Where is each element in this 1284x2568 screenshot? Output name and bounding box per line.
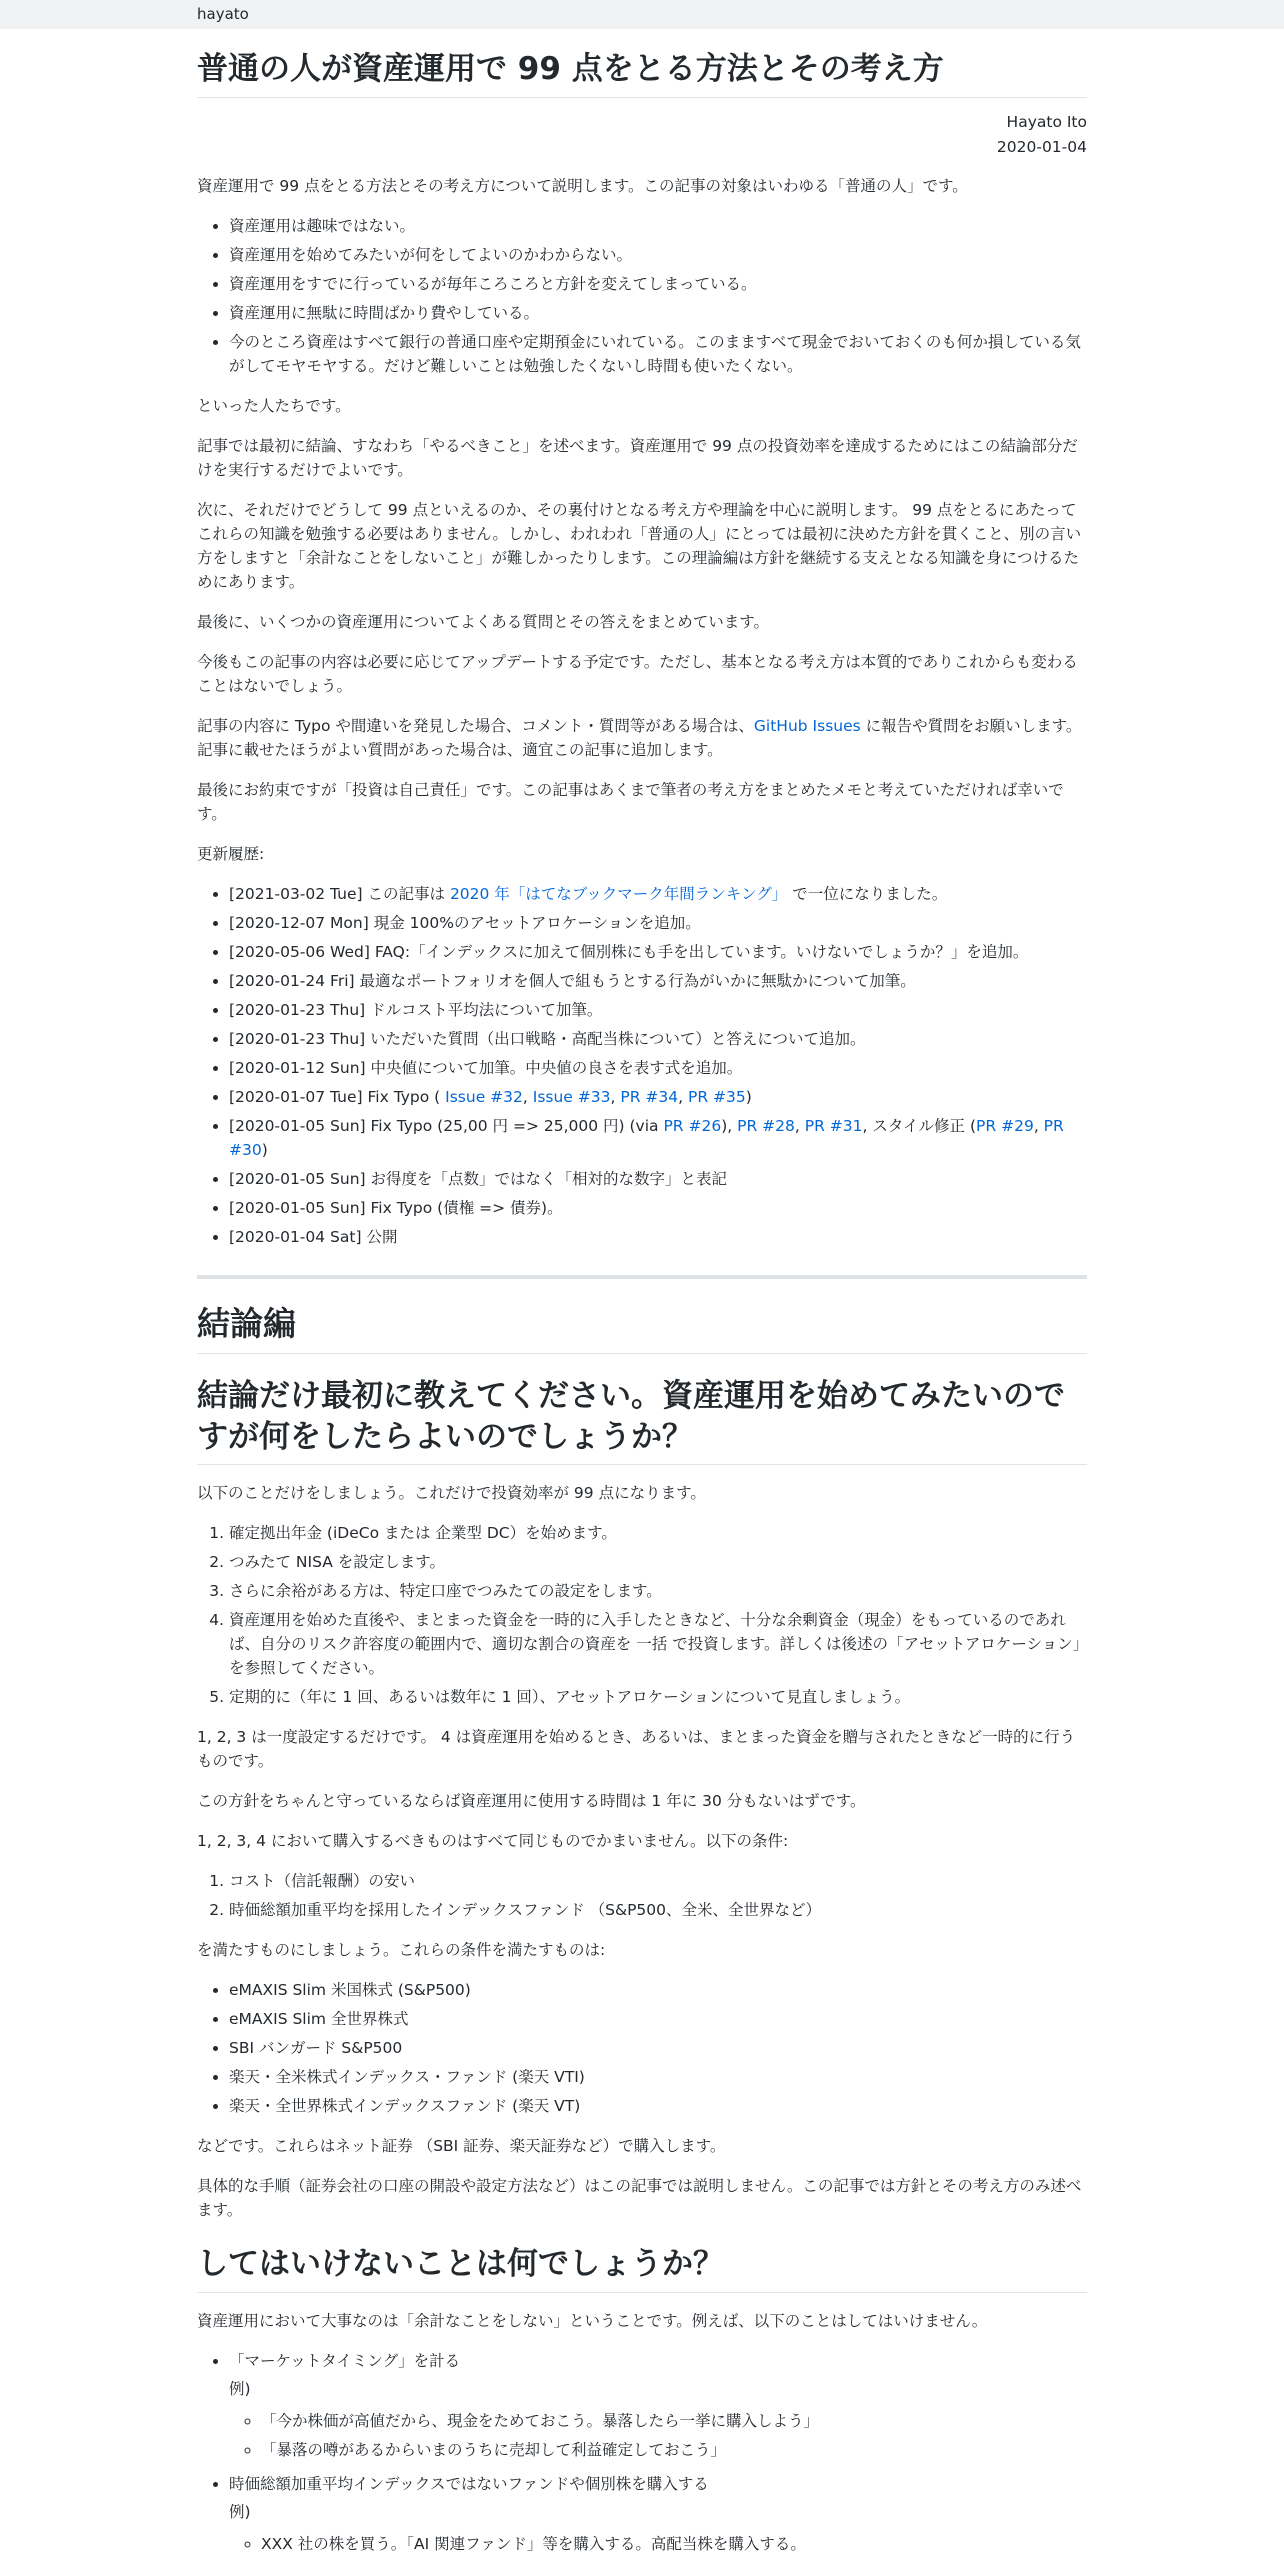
section-heading-q2: してはいけないことは何でしょうか？ bbox=[197, 2244, 1087, 2292]
update-history-list bbox=[197, 882, 1087, 1249]
site-name-link[interactable]: hayato bbox=[197, 5, 249, 23]
intro-paragraph: 資産運用で 99 点をとる方法とその考え方について説明します。この記事の対象はいわゆる「普通の人」です。 bbox=[197, 176, 968, 195]
paragraph: 1, 2, 3, 4 において購入するべきものはすべて同じものでかまいません。以下の条件: bbox=[197, 1832, 789, 1851]
list-item-label: 「マーケットタイミング」を計る bbox=[229, 2351, 461, 2370]
pr-26-link[interactable]: PR #26 bbox=[663, 1117, 722, 1136]
page-title: 普通の人が資産運用で 99 点をとる方法とその考え方 bbox=[197, 49, 1087, 98]
paragraph: 今後もこの記事の内容は必要に応じてアップデートする予定です。ただし、基本となる考え方は本質的でありこれからも変わることはないでしょう。 bbox=[197, 653, 1078, 696]
pr-34-link[interactable]: PR #34 bbox=[620, 1088, 679, 1107]
history-item bbox=[229, 882, 1087, 906]
paragraph: 次に、それだけでどうして 99 点といえるのか、その裏付けとなる考え方や理論を中心に説明します。 99 点をとるにあたってこれらの知識を勉強する必要はありません。しかし、われわれ「普通の人」にとっては最初に決めた方針を貫くこと、別の言い方をしますと「余計なことをしないこと」が難しかったりします。この理論編は方針を継続する支えとなる知識を身につけるためにあります。 bbox=[197, 501, 1082, 592]
section-heading-q1: 結論だけ最初に教えてください。資産運用を始めてみたいのですが何をしたらよいのでしょうか？ bbox=[197, 1376, 1087, 1465]
history-item: • [2020-01-24 Fri] 最適なポートフォリオを個人で組もうとする行為がいかに無駄かについて加筆。 bbox=[229, 969, 1087, 993]
list-item: • 資産運用をすでに行っているが毎年ころころと方針を変えてしまっている。 bbox=[229, 272, 1087, 296]
list-item: 5. 定期的に（年に 1 回、あるいは数年に 1 回）、アセットアロケーションについて見直しましょう。 bbox=[229, 1685, 1087, 1709]
history-item: • [2020-01-05 Sun] お得度を「点数」ではなく「相対的な数字」と表記 bbox=[229, 1167, 1087, 1191]
text: [2020-01-07 Tue] Fix Typo ( bbox=[229, 1088, 446, 1107]
history-item: • [2020-01-23 Thu] いただいた質問（出口戦略・高配当株について）と答えについて追加。 bbox=[229, 1027, 1087, 1051]
article-meta bbox=[197, 110, 1087, 160]
text: ) bbox=[261, 1141, 268, 1160]
list-item: ◦ 「今か株価が高値だから、現金をためておこう。暴落したら一挙に購入しよう」 bbox=[261, 2409, 1087, 2433]
pr-31-link[interactable]: PR #31 bbox=[804, 1117, 863, 1136]
list-item: 1. コスト（信託報酬）の安い bbox=[229, 1869, 1087, 1893]
paragraph: 最後に、いくつかの資産運用についてよくある質問とその答えをまとめています。 bbox=[197, 613, 769, 632]
paragraph: などです。これらはネット証券 （SBI 証券、楽天証券など）で購入します。 bbox=[197, 2137, 726, 2156]
conditions-list bbox=[197, 1869, 1087, 1922]
pr-30-link[interactable]: PR #30 bbox=[229, 1117, 1064, 1160]
pr-29-link[interactable]: PR #29 bbox=[976, 1117, 1034, 1136]
history-item: • [2020-01-12 Sun] 中央値について加筆。中央値の良さを表す式を追加。 bbox=[229, 1056, 1087, 1080]
history-item: • [2020-01-05 Sun] Fix Typo (25,00 円 => 25,000 円) (via PR #26), PR #28, PR #31, スタイル修正 (PR #29, PR #30) bbox=[229, 1114, 1087, 1162]
list-item: 2. つみたて NISA を設定します。 bbox=[229, 1550, 1087, 1574]
list-item: ◦ XXX 社の株を買う。「AI 関連ファンド」等を購入する。高配当株を購入する。 bbox=[261, 2532, 1087, 2556]
list-item bbox=[229, 2349, 1087, 2462]
top-bar bbox=[0, 0, 1284, 29]
paragraph: 資産運用において大事なのは「余計なことをしない」ということです。例えば、以下のことはしてはいけません。 bbox=[197, 2311, 988, 2330]
github-issues-link[interactable]: GitHub Issues bbox=[753, 717, 861, 736]
part-heading-conclusion: 結論編 bbox=[197, 1275, 1087, 1354]
history-item: • [2020-01-07 Tue] Fix Typo ( Issue #32, Issue #33, PR #34, PR #35) bbox=[229, 1085, 1087, 1109]
example-label: 例) bbox=[229, 2502, 251, 2521]
list-item: • 資産運用を始めてみたいが何をしてよいのかわからない。 bbox=[229, 243, 1087, 267]
list-item-label: 時価総額加重平均インデックスではないファンドや個別株を購入する bbox=[229, 2474, 709, 2493]
history-item: • [2020-12-07 Mon] 現金 100%のアセットアロケーションを追加。 bbox=[229, 911, 1087, 935]
text: に報告や質問をお願いします。記事に載せたほうがよい質問があった場合は、適宜この記事に追加します。 bbox=[197, 717, 1082, 760]
example-list bbox=[229, 2409, 1087, 2462]
text: ) bbox=[745, 1088, 752, 1107]
list-item: • 資産運用に無駄に時間ばかり費やしている。 bbox=[229, 301, 1087, 325]
paragraph: 具体的な手順（証券会社の口座の開設や設定方法など）はこの記事では説明しません。この記事では方針とその考え方のみ述べます。 bbox=[197, 2177, 1082, 2220]
list-item: 1. 確定拠出年金 (iDeCo または 企業型 DC）を始めます。 bbox=[229, 1521, 1087, 1545]
paragraph: 以下のことだけをしましょう。これだけで投資効率が 99 点になります。 bbox=[197, 1483, 706, 1502]
text: [2021-03-02 Tue] この記事は bbox=[229, 885, 450, 904]
disclaimer-paragraph: 最後にお約束ですが「投資は自己責任」です。この記事はあくまで筆者の考え方をまとめたメモと考えていただければ幸いです。 bbox=[197, 781, 1064, 824]
article bbox=[197, 49, 1087, 2556]
history-item: • [2020-01-04 Sat] 公開 bbox=[229, 1225, 1087, 1249]
history-label: 更新履歴: bbox=[197, 845, 265, 864]
paragraph: 記事では最初に結論、すなわち「やるべきこと」を述べます。資産運用で 99 点の投資効率を達成するためにはこの結論部分だけを実行するだけでよいです。 bbox=[197, 437, 1078, 480]
list-item: • 資産運用は趣味ではない。 bbox=[229, 214, 1087, 238]
history-item: • [2020-01-05 Sun] Fix Typo (債権 => 債券)。 bbox=[229, 1196, 1087, 1220]
history-item: • [2020-01-23 Thu] ドルコスト平均法について加筆。 bbox=[229, 998, 1087, 1022]
list-item: • 楽天・全米株式インデックス・ファンド (楽天 VTI) bbox=[229, 2065, 1087, 2089]
list-item: • 楽天・全世界株式インデックスファンド (楽天 VT) bbox=[229, 2094, 1087, 2118]
paragraph: 1, 2, 3 は一度設定するだけです。 4 は資産運用を始めるとき、あるいは、まとまった資金を贈与されたときなど一時的に行うものです。 bbox=[197, 1728, 1076, 1771]
list-item: • eMAXIS Slim 米国株式 (S&P500) bbox=[229, 1978, 1087, 2002]
list-item: 2. 時価総額加重平均を採用したインデックスファンド （S&P500、全米、全世界など） bbox=[229, 1898, 1087, 1922]
list-item: • SBI バンガード S&P500 bbox=[229, 2036, 1087, 2060]
ranking-link[interactable]: 2020 年「はてなブックマーク年間ランキング」 bbox=[449, 885, 788, 904]
steps-list bbox=[197, 1521, 1087, 1709]
funds-list bbox=[197, 1978, 1087, 2118]
text: , スタイル修正 ( bbox=[862, 1117, 977, 1136]
pr-28-link[interactable]: PR #28 bbox=[737, 1117, 795, 1136]
text: [2020-01-05 Sun] Fix Typo (25,00 円 => 25,000 円) (via bbox=[229, 1117, 664, 1136]
issue-32-link[interactable]: Issue #32 bbox=[445, 1088, 523, 1107]
text: で一位になりました。 bbox=[787, 885, 948, 904]
paragraph: を満たすものにしましょう。これらの条件を満たすものは: bbox=[197, 1941, 606, 1960]
history-item: • [2020-05-06 Wed] FAQ:「インデックスに加えて個別株にも手を出しています。いけないでしょうか？」を追加。 bbox=[229, 940, 1087, 964]
paragraph: といった人たちです。 bbox=[197, 397, 351, 415]
author: Hayato Ito bbox=[1006, 113, 1087, 132]
list-item bbox=[229, 2472, 1087, 2556]
list-item: • eMAXIS Slim 全世界株式 bbox=[229, 2007, 1087, 2031]
donts-list bbox=[197, 2349, 1087, 2556]
pr-35-link[interactable]: PR #35 bbox=[687, 1088, 746, 1107]
text: 記事の内容に Typo や間違いを発見した場合、コメント・質問等がある場合は、 bbox=[197, 717, 754, 736]
target-audience-list bbox=[197, 214, 1087, 378]
list-item: 3. さらに余裕がある方は、特定口座でつみたての設定をします。 bbox=[229, 1579, 1087, 1603]
example-list bbox=[229, 2532, 1087, 2556]
example-label: 例) bbox=[229, 2379, 251, 2398]
publish-date: 2020-01-04 bbox=[996, 138, 1087, 157]
list-item: 4. 資産運用を始めた直後や、まとまった資金を一時的に入手したときなど、十分な余剰資金（現金）をもっているのであれば、自分のリスク許容度の範囲内で、適切な割合の資産を 一括 で投資します。詳しくは後述の「アセットアロケーション」を参照してください。 bbox=[229, 1608, 1087, 1680]
paragraph: この方針をちゃんと守っているならば資産運用に使用する時間は 1 年に 30 分もないはずです。 bbox=[197, 1792, 866, 1811]
issues-paragraph bbox=[197, 714, 1087, 762]
list-item: ◦ 「暴落の噂があるからいまのうちに売却して利益確定しておこう」 bbox=[261, 2438, 1087, 2462]
issue-33-link[interactable]: Issue #33 bbox=[532, 1088, 611, 1107]
list-item: • 今のところ資産はすべて銀行の普通口座や定期預金にいれている。このまますべて現金でおいておくのも何か損している気がしてモヤモヤする。だけど難しいことは勉強したくないし時間も使いたくない。 bbox=[229, 330, 1087, 378]
